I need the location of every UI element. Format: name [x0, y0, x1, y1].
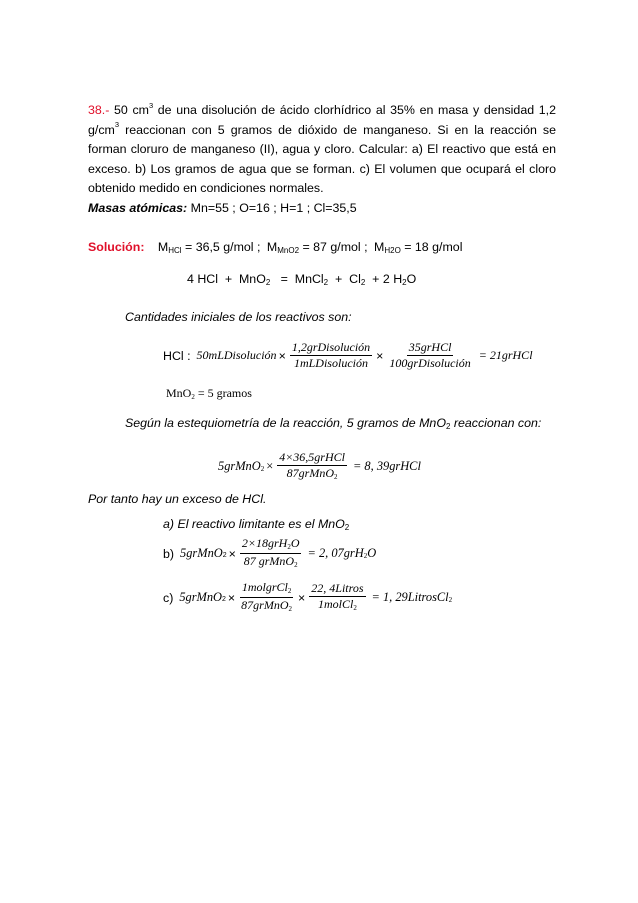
exceso-text: Por tanto hay un exceso de HCl.: [88, 492, 267, 506]
fraction-molar-volume: $\frac{\text{22, 4Litros}}{\text{1molCl2}}$: [311, 581, 364, 612]
problem-statement: 38.- 50 $cm^3$ de una disolución de ácido clorhídrico al 35% en masa y densidad 1,2 $g/cm^3$ reaccionan con 5 gramos de dióxido de manganeso. Si en la reacción se forman cloruro de manganeso (II), agua y cloro. Calcular: a) El reactivo que está en exceso. b) Los gramos de agua que se forman. c) El volumen que ocupará el cloro obtenido medido en condiciones normales. Masas atómicas: Mn=55 ; O=16 ; H=1 ; Cl=35,5: [88, 100, 556, 215]
estequiometria-text: Según la estequiometría de la reacción, 5 gramos de MnO2 reaccionan con:: [125, 416, 542, 431]
fraction-percent: $\frac{\text{35grHCl}}{\text{100grDisolución}}$: [389, 340, 471, 370]
hcl-calculation: HCl : 50mLDisolución × $\frac{\text{1,2grDisolución}}{\text{1mLDisolución}}$ × $\frac{\text{35grHCl}}{\text{100grDisolución}}$ = 21grHCl: [163, 340, 533, 370]
fraction-stoich: $\frac{\text{4×36,5grHCl}}{\text{87grMnO2}}$: [279, 450, 345, 481]
problem-number: 38.-: [88, 103, 110, 117]
part-b: b) 5grMnO 2 × $\frac{\text{2×18grH2O}}{\text{87 grMnO2}}$ = 2, 07grH 2 O: [163, 536, 377, 569]
part-c: c) 5grMnO 2 × $\frac{\text{1molgrCl2}}{\text{87grMnO2}}$ × $\frac{\text{22, 4Litros}}{\text{1molCl2}}$ = 1, 29LitrosCl 2: [163, 580, 453, 613]
part-a: a) El reactivo limitante es el MnO2: [163, 517, 350, 532]
ratio-calculation: 5grMnO 2 × $\frac{\text{4×36,5grHCl}}{\text{87grMnO2}}$ = 8, 39grHCl: [218, 450, 421, 481]
masas-values: Mn=55 ; O=16 ; H=1 ; Cl=35,5: [187, 200, 357, 215]
cantidades-heading: Cantidades iniciales de los reactivos son:: [125, 310, 352, 324]
fraction-chlorine-moles: $\frac{\text{1molgrCl2}}{\text{87grMnO2}}$: [241, 580, 293, 613]
solution-line: Solución: MHCl = 36,5 g/mol ; MMnO2 = 87 g/mol ; MH2O = 18 g/mol: [88, 240, 463, 255]
mno2-initial: MnO2 = 5 gramos: [166, 386, 252, 401]
fraction-density: $\frac{\text{1,2grDisolución}}{\text{1mLDisolución}}$: [291, 340, 371, 370]
masas-label: Masas atómicas:: [88, 200, 188, 215]
chemical-equation: 4 HCl + MnO2 = MnCl2 + Cl2 + 2 H2O: [187, 272, 417, 287]
solution-label: Solución:: [88, 240, 145, 254]
fraction-water: $\frac{\text{2×18grH2O}}{\text{87 grMnO2}}$: [241, 536, 300, 569]
